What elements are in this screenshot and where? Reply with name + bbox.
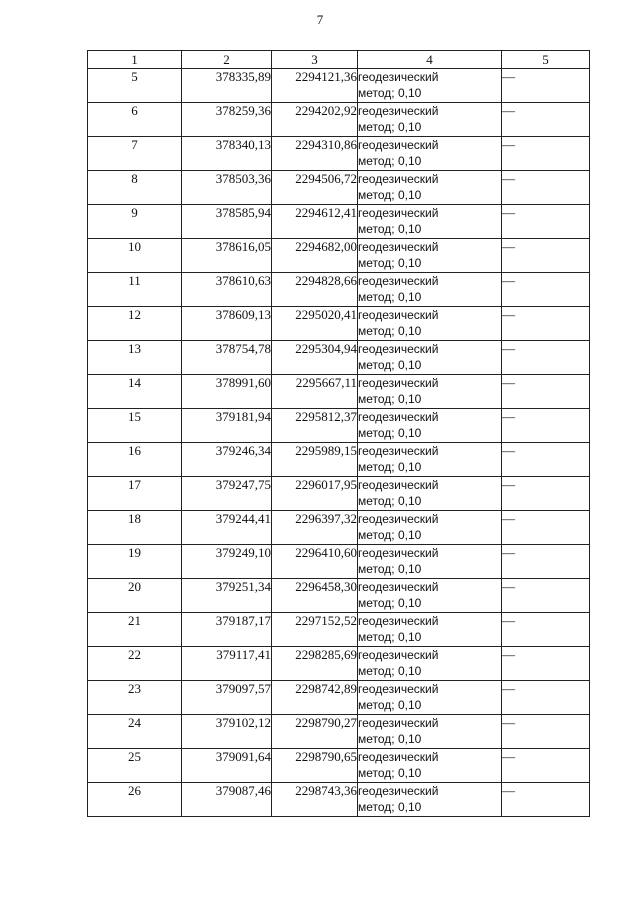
column-5-dash-cell: — — [502, 341, 590, 375]
method-line-1: геодезический — [358, 716, 439, 730]
table-row — [88, 511, 590, 545]
table-row — [88, 613, 590, 647]
column-5-dash-cell: — — [502, 239, 590, 273]
method-line-2: метод; 0,10 — [358, 698, 422, 712]
method-line-2: метод; 0,10 — [358, 766, 422, 780]
column-5-dash-cell: — — [502, 613, 590, 647]
point-number-cell: 21 — [88, 613, 182, 647]
x-coordinate-cell: 379181,94 — [182, 409, 272, 443]
y-coordinate-cell: 2294121,36 — [272, 69, 358, 103]
point-number-cell: 8 — [88, 171, 182, 205]
point-number-cell: 17 — [88, 477, 182, 511]
method-line-1: геодезический — [358, 784, 439, 798]
coordinates-table — [87, 50, 590, 817]
x-coordinate-cell: 378259,36 — [182, 103, 272, 137]
table-row — [88, 579, 590, 613]
y-coordinate-cell: 2295989,15 — [272, 443, 358, 477]
method-line-2: метод; 0,10 — [358, 358, 422, 372]
method-accuracy-cell — [358, 681, 502, 715]
table-row — [88, 239, 590, 273]
method-line-1: геодезический — [358, 614, 439, 628]
y-coordinate-cell: 2294202,92 — [272, 103, 358, 137]
method-line-2: метод; 0,10 — [358, 460, 422, 474]
method-accuracy-cell — [358, 341, 502, 375]
point-number-cell: 14 — [88, 375, 182, 409]
point-number-cell: 12 — [88, 307, 182, 341]
table-row — [88, 477, 590, 511]
point-number-cell: 16 — [88, 443, 182, 477]
x-coordinate-cell: 379187,17 — [182, 613, 272, 647]
x-coordinate-cell: 378585,94 — [182, 205, 272, 239]
table-row — [88, 409, 590, 443]
method-line-1: геодезический — [358, 580, 439, 594]
column-5-dash-cell: — — [502, 307, 590, 341]
header-col-3: 3 — [272, 51, 358, 69]
y-coordinate-cell: 2294612,41 — [272, 205, 358, 239]
method-line-2: метод; 0,10 — [358, 86, 422, 100]
x-coordinate-cell: 379251,34 — [182, 579, 272, 613]
column-5-dash-cell: — — [502, 545, 590, 579]
method-line-2: метод; 0,10 — [358, 800, 422, 814]
method-line-1: геодезический — [358, 206, 439, 220]
y-coordinate-cell: 2296458,30 — [272, 579, 358, 613]
method-accuracy-cell — [358, 205, 502, 239]
table-row — [88, 443, 590, 477]
x-coordinate-cell: 378335,89 — [182, 69, 272, 103]
x-coordinate-cell: 379097,57 — [182, 681, 272, 715]
method-accuracy-cell — [358, 69, 502, 103]
method-line-1: геодезический — [358, 104, 439, 118]
x-coordinate-cell: 379091,64 — [182, 749, 272, 783]
x-coordinate-cell: 379102,12 — [182, 715, 272, 749]
point-number-cell: 5 — [88, 69, 182, 103]
method-line-1: геодезический — [358, 478, 439, 492]
method-line-1: геодезический — [358, 172, 439, 186]
column-5-dash-cell: — — [502, 409, 590, 443]
method-line-1: геодезический — [358, 138, 439, 152]
method-line-1: геодезический — [358, 308, 439, 322]
method-line-1: геодезический — [358, 444, 439, 458]
column-5-dash-cell: — — [502, 783, 590, 817]
method-line-2: метод; 0,10 — [358, 256, 422, 270]
table-row — [88, 137, 590, 171]
column-5-dash-cell: — — [502, 375, 590, 409]
point-number-cell: 19 — [88, 545, 182, 579]
column-5-dash-cell: — — [502, 69, 590, 103]
table-row — [88, 375, 590, 409]
point-number-cell: 22 — [88, 647, 182, 681]
table-row — [88, 715, 590, 749]
table-row — [88, 681, 590, 715]
point-number-cell: 25 — [88, 749, 182, 783]
table-row — [88, 171, 590, 205]
y-coordinate-cell: 2298790,27 — [272, 715, 358, 749]
method-accuracy-cell — [358, 783, 502, 817]
point-number-cell: 6 — [88, 103, 182, 137]
method-accuracy-cell — [358, 647, 502, 681]
column-5-dash-cell: — — [502, 749, 590, 783]
table-row — [88, 545, 590, 579]
method-accuracy-cell — [358, 545, 502, 579]
method-accuracy-cell — [358, 749, 502, 783]
point-number-cell: 26 — [88, 783, 182, 817]
method-line-2: метод; 0,10 — [358, 290, 422, 304]
method-line-2: метод; 0,10 — [358, 664, 422, 678]
method-accuracy-cell — [358, 307, 502, 341]
y-coordinate-cell: 2298743,36 — [272, 783, 358, 817]
y-coordinate-cell: 2298742,89 — [272, 681, 358, 715]
method-line-1: геодезический — [358, 274, 439, 288]
table-body — [88, 69, 590, 817]
column-5-dash-cell: — — [502, 103, 590, 137]
method-accuracy-cell — [358, 137, 502, 171]
method-line-2: метод; 0,10 — [358, 392, 422, 406]
table-header — [88, 51, 590, 69]
x-coordinate-cell: 379117,41 — [182, 647, 272, 681]
table-row — [88, 103, 590, 137]
point-number-cell: 11 — [88, 273, 182, 307]
method-line-1: геодезический — [358, 376, 439, 390]
x-coordinate-cell: 378754,78 — [182, 341, 272, 375]
method-accuracy-cell — [358, 477, 502, 511]
method-accuracy-cell — [358, 375, 502, 409]
method-line-2: метод; 0,10 — [358, 120, 422, 134]
table-row — [88, 205, 590, 239]
table-row — [88, 69, 590, 103]
method-line-1: геодезический — [358, 342, 439, 356]
y-coordinate-cell: 2294828,66 — [272, 273, 358, 307]
table-row — [88, 749, 590, 783]
point-number-cell: 13 — [88, 341, 182, 375]
method-accuracy-cell — [358, 273, 502, 307]
method-line-2: метод; 0,10 — [358, 188, 422, 202]
header-col-5: 5 — [502, 51, 590, 69]
header-col-2: 2 — [182, 51, 272, 69]
method-accuracy-cell — [358, 103, 502, 137]
method-line-2: метод; 0,10 — [358, 324, 422, 338]
method-line-2: метод; 0,10 — [358, 562, 422, 576]
method-line-2: метод; 0,10 — [358, 630, 422, 644]
point-number-cell: 15 — [88, 409, 182, 443]
point-number-cell: 10 — [88, 239, 182, 273]
method-accuracy-cell — [358, 443, 502, 477]
method-line-1: геодезический — [358, 648, 439, 662]
table-row — [88, 783, 590, 817]
column-5-dash-cell: — — [502, 137, 590, 171]
method-line-2: метод; 0,10 — [358, 494, 422, 508]
method-accuracy-cell — [358, 511, 502, 545]
method-accuracy-cell — [358, 579, 502, 613]
point-number-cell: 18 — [88, 511, 182, 545]
header-col-4: 4 — [358, 51, 502, 69]
y-coordinate-cell: 2294682,00 — [272, 239, 358, 273]
point-number-cell: 23 — [88, 681, 182, 715]
method-accuracy-cell — [358, 239, 502, 273]
x-coordinate-cell: 379087,46 — [182, 783, 272, 817]
x-coordinate-cell: 378503,36 — [182, 171, 272, 205]
method-line-1: геодезический — [358, 410, 439, 424]
page-number: 7 — [316, 12, 324, 27]
y-coordinate-cell: 2297152,52 — [272, 613, 358, 647]
x-coordinate-cell: 378991,60 — [182, 375, 272, 409]
table-row — [88, 341, 590, 375]
x-coordinate-cell: 379247,75 — [182, 477, 272, 511]
method-line-1: геодезический — [358, 546, 439, 560]
method-line-2: метод; 0,10 — [358, 426, 422, 440]
column-5-dash-cell: — — [502, 715, 590, 749]
y-coordinate-cell: 2298285,69 — [272, 647, 358, 681]
x-coordinate-cell: 379249,10 — [182, 545, 272, 579]
y-coordinate-cell: 2296397,32 — [272, 511, 358, 545]
column-5-dash-cell: — — [502, 647, 590, 681]
method-line-2: метод; 0,10 — [358, 528, 422, 542]
table-row — [88, 307, 590, 341]
y-coordinate-cell: 2295304,94 — [272, 341, 358, 375]
y-coordinate-cell: 2295812,37 — [272, 409, 358, 443]
method-line-1: геодезический — [358, 750, 439, 764]
column-5-dash-cell: — — [502, 681, 590, 715]
y-coordinate-cell: 2294506,72 — [272, 171, 358, 205]
column-5-dash-cell: — — [502, 477, 590, 511]
method-line-1: геодезический — [358, 240, 439, 254]
column-5-dash-cell: — — [502, 579, 590, 613]
point-number-cell: 20 — [88, 579, 182, 613]
x-coordinate-cell: 378610,63 — [182, 273, 272, 307]
column-5-dash-cell: — — [502, 443, 590, 477]
method-line-2: метод; 0,10 — [358, 154, 422, 168]
x-coordinate-cell: 378340,13 — [182, 137, 272, 171]
table-row — [88, 273, 590, 307]
method-accuracy-cell — [358, 171, 502, 205]
method-line-2: метод; 0,10 — [358, 222, 422, 236]
x-coordinate-cell: 378609,13 — [182, 307, 272, 341]
y-coordinate-cell: 2298790,65 — [272, 749, 358, 783]
x-coordinate-cell: 379244,41 — [182, 511, 272, 545]
y-coordinate-cell: 2296410,60 — [272, 545, 358, 579]
method-accuracy-cell — [358, 613, 502, 647]
y-coordinate-cell: 2296017,95 — [272, 477, 358, 511]
y-coordinate-cell: 2294310,86 — [272, 137, 358, 171]
column-5-dash-cell: — — [502, 205, 590, 239]
point-number-cell: 9 — [88, 205, 182, 239]
method-accuracy-cell — [358, 715, 502, 749]
method-line-1: геодезический — [358, 682, 439, 696]
y-coordinate-cell: 2295020,41 — [272, 307, 358, 341]
x-coordinate-cell: 379246,34 — [182, 443, 272, 477]
y-coordinate-cell: 2295667,11 — [272, 375, 358, 409]
point-number-cell: 24 — [88, 715, 182, 749]
method-accuracy-cell — [358, 409, 502, 443]
method-line-1: геодезический — [358, 70, 439, 84]
header-row — [88, 51, 590, 69]
point-number-cell: 7 — [88, 137, 182, 171]
method-line-1: геодезический — [358, 512, 439, 526]
x-coordinate-cell: 378616,05 — [182, 239, 272, 273]
column-5-dash-cell: — — [502, 171, 590, 205]
method-line-2: метод; 0,10 — [358, 732, 422, 746]
column-5-dash-cell: — — [502, 511, 590, 545]
table-row — [88, 647, 590, 681]
header-col-1: 1 — [88, 51, 182, 69]
column-5-dash-cell: — — [502, 273, 590, 307]
method-line-2: метод; 0,10 — [358, 596, 422, 610]
